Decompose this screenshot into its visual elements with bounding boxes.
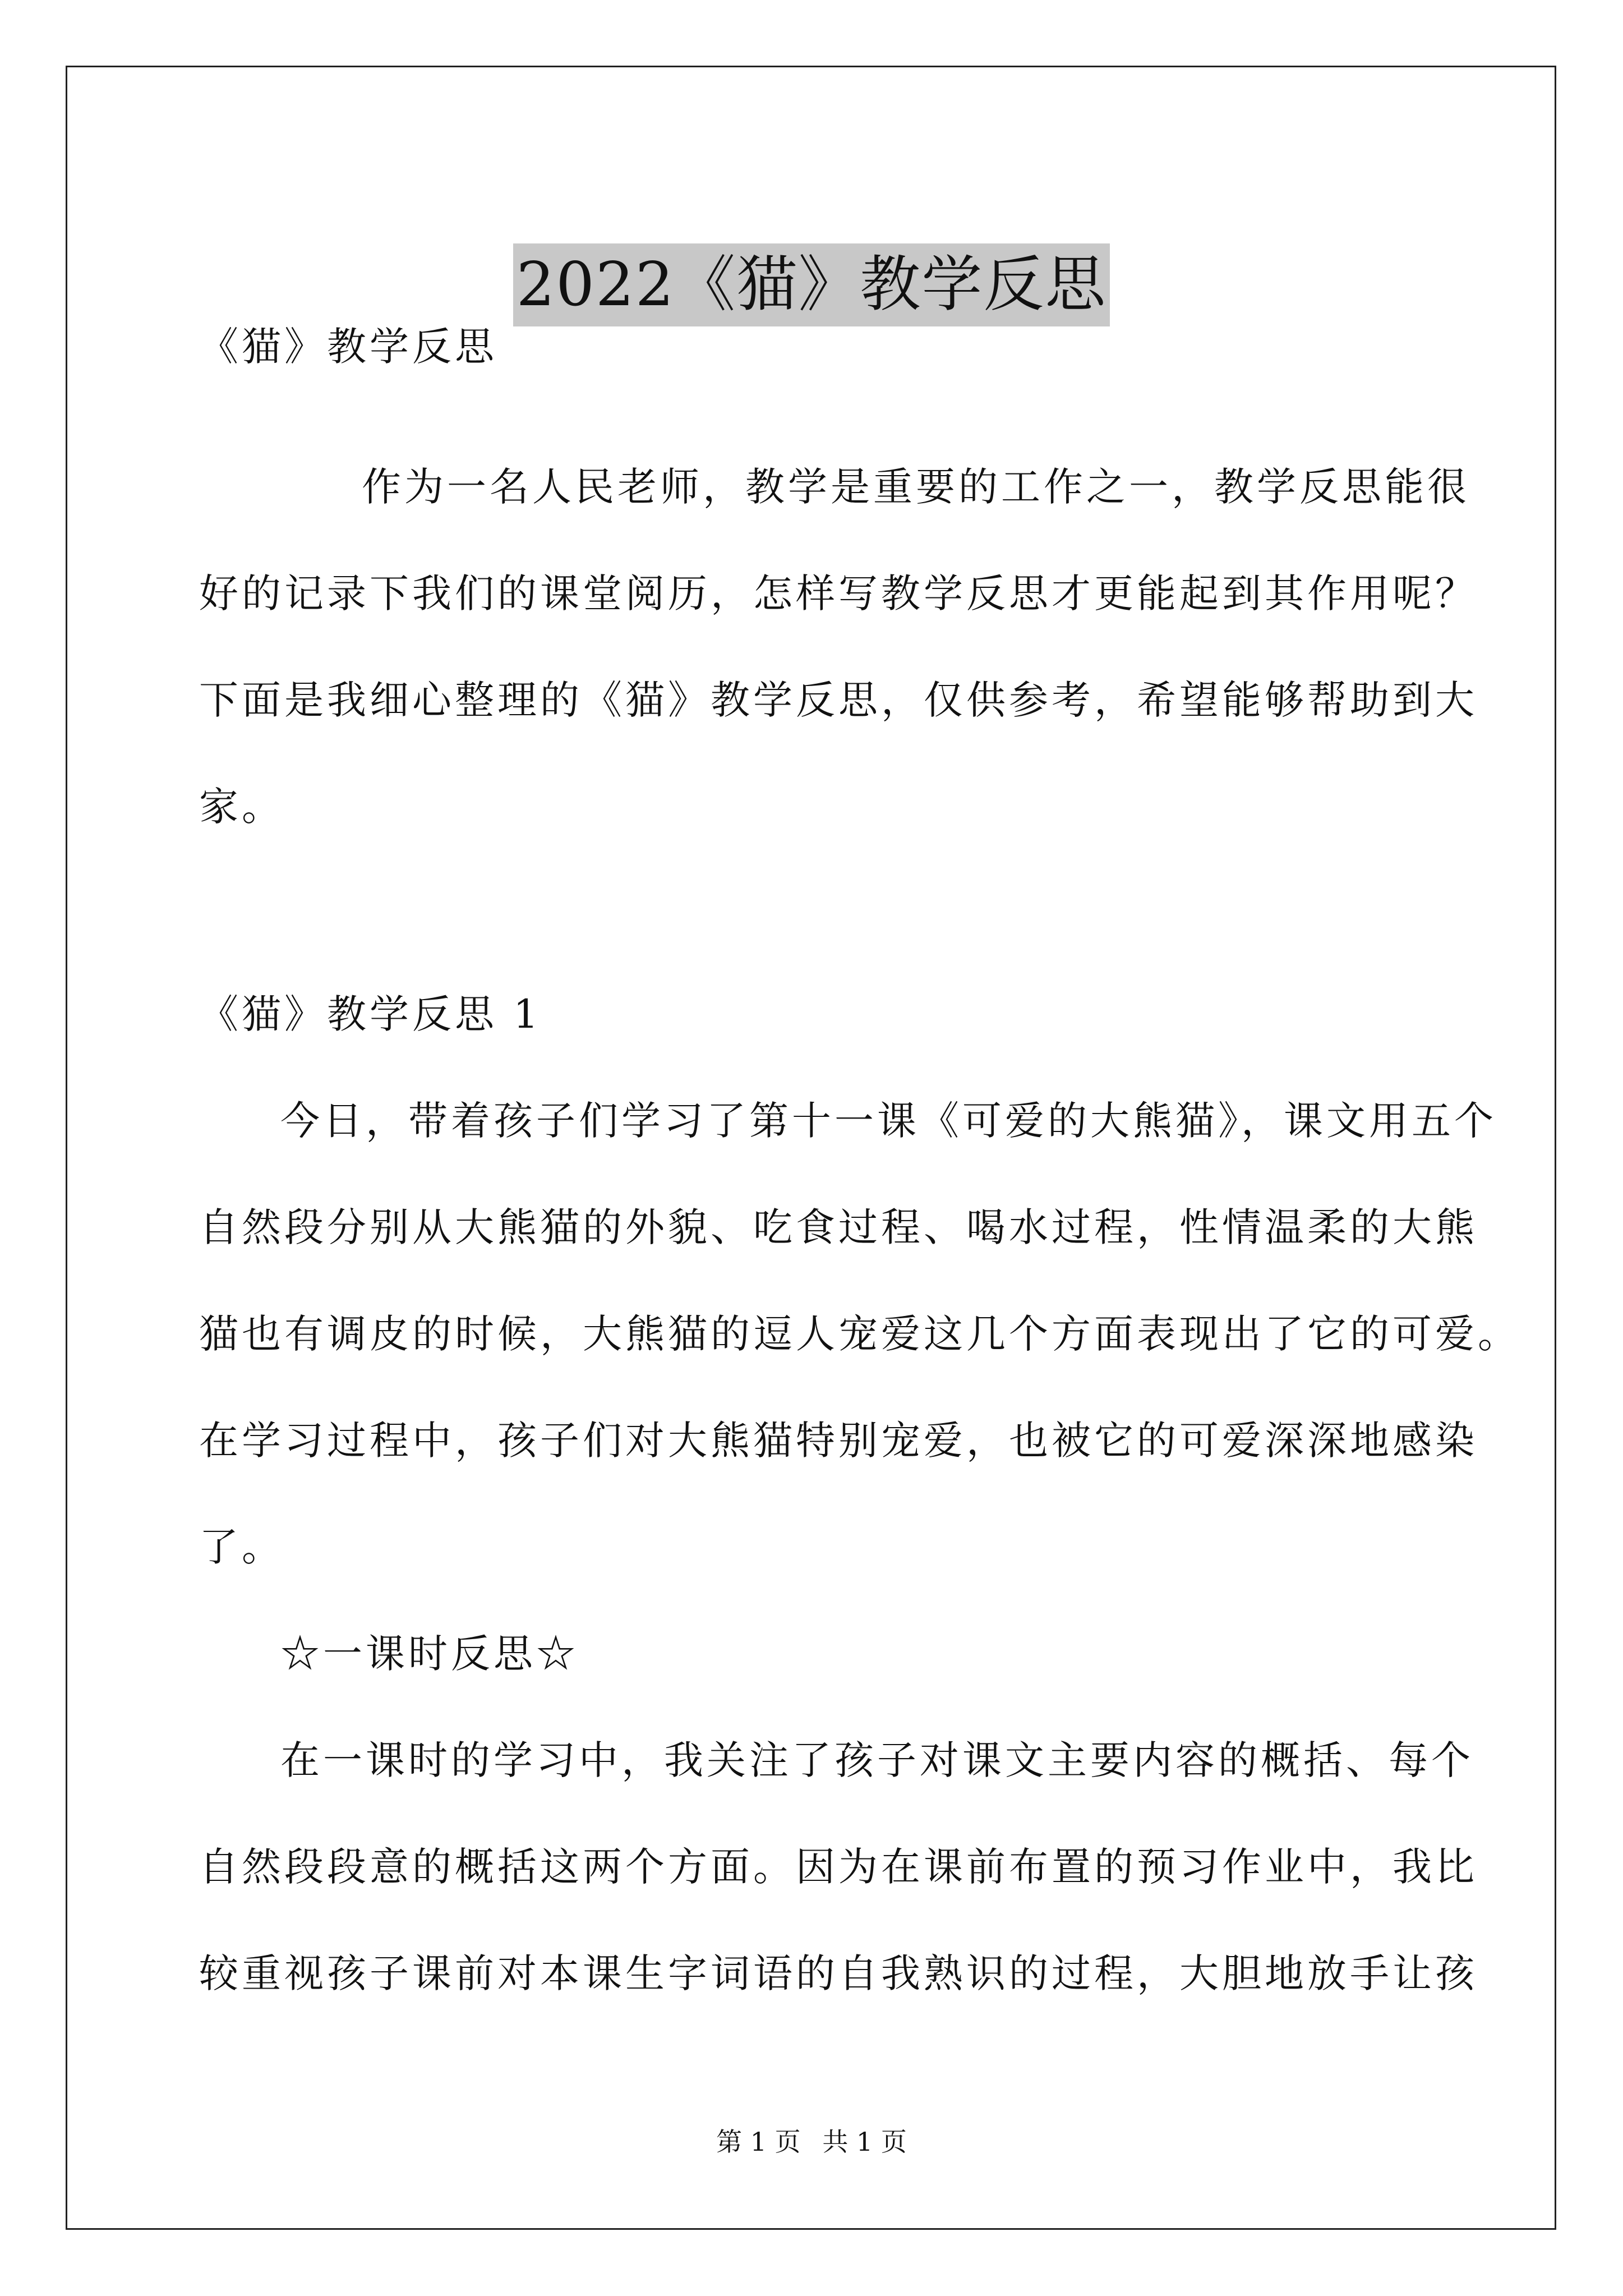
paragraph-line: 好的记录下我们的课堂阅历，怎样写教学反思才更能起到其作用呢？ [199, 570, 1478, 616]
paragraph-line: 猫也有调皮的时候，大熊猫的逗人宠爱这几个方面表现出了它的可爱。 [199, 1311, 1520, 1357]
paragraph-line: 下面是我细心整理的《猫》教学反思，仅供参考，希望能够帮助到大 [199, 677, 1478, 723]
section-heading: 《猫》教学反思 1 [199, 991, 542, 1037]
paragraph-line: 较重视孩子课前对本课生字词语的自我熟识的过程，大胆地放手让孩 [199, 1950, 1478, 1996]
page-total: 共 1 页 [822, 2127, 907, 2157]
paragraph-line: 在一课时的学习中，我关注了孩子对课文主要内容的概括、每个 [280, 1737, 1474, 1783]
paragraph-line: 作为一名人民老师，教学是重要的工作之一，教学反思能很 [362, 464, 1470, 510]
section-heading: 《猫》教学反思 [199, 324, 497, 370]
paragraph-line: 在学习过程中，孩子们对大熊猫特别宠爱，也被它的可爱深深地感染 [199, 1418, 1478, 1464]
page-number: 第 1 页 [716, 2127, 801, 2157]
paragraph-line: 自然段段意的概括这两个方面。因为在课前布置的预习作业中，我比 [199, 1844, 1478, 1890]
document-title: 2022《猫》教学反思 [513, 243, 1110, 326]
subsection-heading: ☆一课时反思☆ [280, 1631, 579, 1677]
paragraph-line: 自然段分别从大熊猫的外貌、吃食过程、喝水过程，性情温柔的大熊 [199, 1204, 1478, 1250]
page-footer [0, 2125, 1623, 2159]
paragraph-line: 今日，带着孩子们学习了第十一课《可爱的大熊猫》，课文用五个 [280, 1098, 1497, 1144]
paragraph-line: 家。 [199, 784, 284, 830]
paragraph-line: 了。 [199, 1524, 284, 1570]
